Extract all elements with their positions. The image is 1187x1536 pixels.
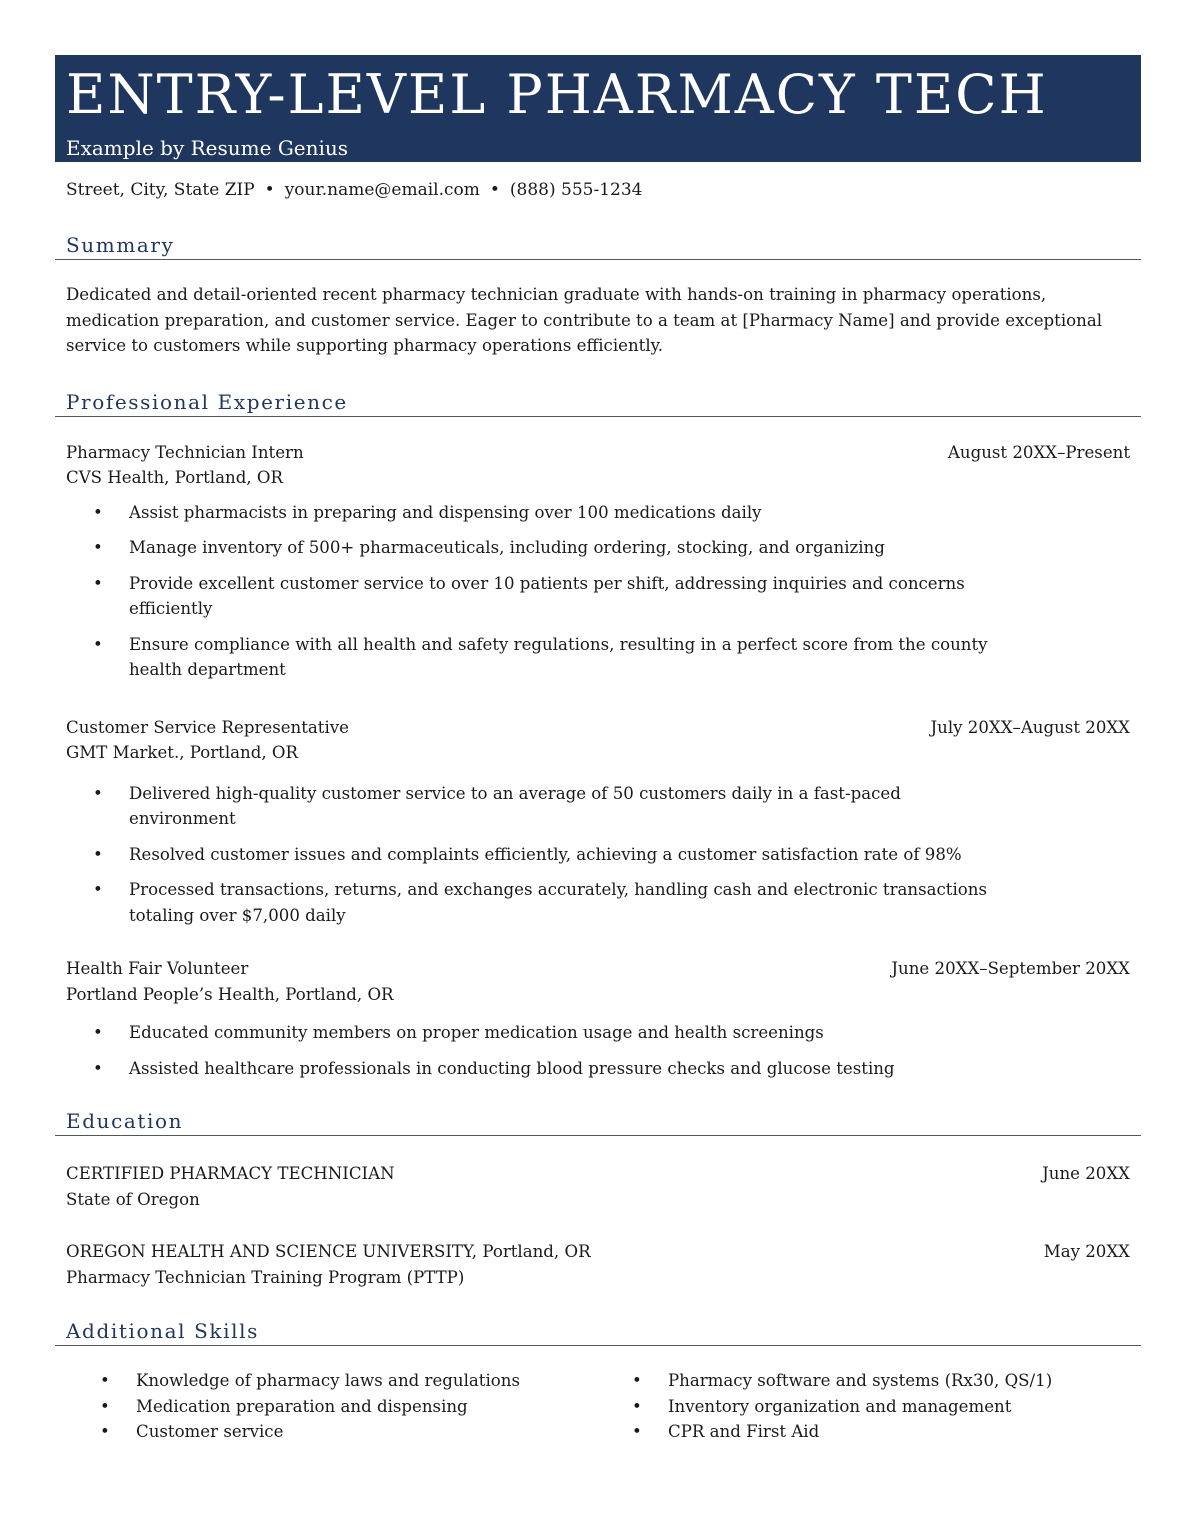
experience-list: [66, 440, 1130, 1082]
job-company: GMT Market., Portland, OR: [66, 743, 299, 762]
education-title: OREGON HEALTH AND SCIENCE UNIVERSITY, Portland, OR: [66, 1242, 591, 1261]
email: your.name@email.com: [284, 180, 480, 200]
resume-page: [55, 55, 1141, 1445]
skill-item: • CPR and First Aid: [598, 1419, 1130, 1445]
education-title: CERTIFIED PHARMACY TECHNICIAN: [66, 1164, 395, 1183]
education-entry: [66, 1161, 1130, 1212]
job-title: Health Fair Volunteer: [66, 959, 249, 978]
education-date: May 20XX: [1043, 1242, 1130, 1261]
education-header: [66, 1161, 1130, 1187]
skill-item: • Customer service: [66, 1419, 598, 1445]
phone: (888) 555-1234: [509, 180, 643, 200]
job-company: CVS Health, Portland, OR: [66, 468, 283, 487]
list-item: • Delivered high-quality customer service to an average of 50 customers daily in a fast-paced environment: [66, 781, 1009, 832]
job-title: Pharmacy Technician Intern: [66, 442, 304, 462]
section-heading-education: Education: [55, 1106, 1141, 1136]
address: Street, City, State ZIP: [66, 180, 255, 200]
resume-title: ENTRY-LEVEL PHARMACY TECH: [66, 63, 1048, 126]
list-item: • Processed transactions, returns, and exchanges accurately, handling cash and electronic transactions totaling over $7,000 daily: [66, 877, 1009, 928]
skills-list: [66, 1368, 1130, 1445]
job-bullets: [66, 1020, 1130, 1081]
list-item: • Ensure compliance with all health and safety regulations, resulting in a perfect score from the county health department: [66, 632, 1009, 683]
list-item: • Assist pharmacists in preparing and dispensing over 100 medications daily: [66, 500, 1009, 526]
job-entry: [66, 956, 1130, 1081]
contact-line: [66, 178, 1130, 203]
separator: •: [264, 180, 275, 200]
list-item: • Assisted healthcare professionals in conducting blood pressure checks and glucose testing: [66, 1056, 1009, 1082]
education-subtitle: Pharmacy Technician Training Program (PTTP): [66, 1267, 465, 1287]
education-date: June 20XX: [1042, 1164, 1130, 1183]
job-header: [66, 715, 1130, 741]
job-bullets: [66, 500, 1130, 683]
job-title: Customer Service Representative: [66, 717, 349, 737]
section-heading-skills: Additional Skills: [55, 1316, 1141, 1346]
skill-item: • Inventory organization and management: [598, 1394, 1130, 1420]
job-bullets: [66, 781, 1130, 929]
header-band: [55, 55, 1141, 162]
job-entry: [66, 715, 1130, 929]
job-company: Portland People’s Health, Portland, OR: [66, 984, 394, 1004]
list-item: • Manage inventory of 500+ pharmaceuticals, including ordering, stocking, and organizing: [66, 535, 1009, 561]
education-entry: [66, 1239, 1130, 1290]
list-item: • Educated community members on proper medication usage and health screenings: [66, 1020, 1009, 1046]
education-subtitle: State of Oregon: [66, 1189, 200, 1209]
skills-column-left: [66, 1368, 598, 1445]
summary-text: Dedicated and detail-oriented recent pharmacy technician graduate with hands-on training in pharmacy operations, medication preparation, and customer service. Eager to contribute to a team at [Pharmacy Name] and provide exceptional service to customers while supporting pharmacy operations efficiently.: [66, 285, 1103, 355]
job-header: [66, 956, 1130, 982]
skill-item: • Pharmacy software and systems (Rx30, QS/1): [598, 1368, 1130, 1394]
job-entry: [66, 440, 1130, 683]
skill-item: • Knowledge of pharmacy laws and regulations: [66, 1368, 598, 1394]
job-dates: June 20XX–September 20XX: [891, 959, 1130, 978]
education-header: [66, 1239, 1130, 1265]
job-header: [66, 440, 1130, 466]
job-dates: August 20XX–Present: [947, 442, 1130, 462]
section-heading-summary: Summary: [55, 230, 1141, 260]
skill-item: • Medication preparation and dispensing: [66, 1394, 598, 1420]
section-heading-experience: Professional Experience: [55, 387, 1141, 417]
list-item: • Provide excellent customer service to over 10 patients per shift, addressing inquiries and concerns efficiently: [66, 571, 1009, 622]
skills-column-right: [598, 1368, 1130, 1445]
list-item: • Resolved customer issues and complaints efficiently, achieving a customer satisfaction rate of 98%: [66, 842, 1009, 868]
separator: •: [489, 180, 500, 200]
education-list: [66, 1161, 1130, 1290]
job-dates: July 20XX–August 20XX: [930, 717, 1130, 737]
resume-subtitle: Example by Resume Genius: [66, 136, 349, 160]
